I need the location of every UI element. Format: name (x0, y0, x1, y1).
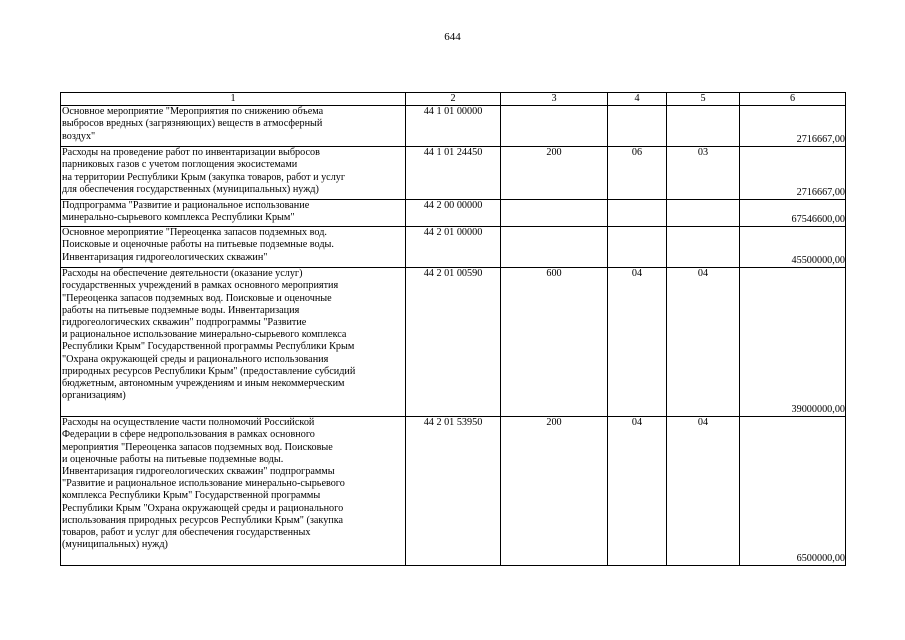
row-col4 (608, 200, 667, 227)
column-header-1: 1 (61, 93, 406, 106)
table-row (61, 227, 846, 268)
row-name: Расходы на обеспечение деятельности (оказание услуг) государственных учреждений в рамках основного мероприятия "Переоценка запасов подземных вод. Поисковые и оценочные работы на питьевые подземные воды. Инвентаризация гидрогеологических скважин" подпрограммы "Развитие и рациональное использование минерально-сырьевого комплекса Республики Крым" Государственной программы Республики Крым "Охрана окружающей среды и рационального использования природных ресурсов Республики Крым" (предоставление субсидий бюджетным, автономным учреждениям и иным некоммерческим организациям) (61, 268, 406, 417)
row-col5: 04 (667, 268, 740, 417)
row-col4: 04 (608, 268, 667, 417)
row-col5 (667, 200, 740, 227)
row-sum: 45500000,00 (740, 227, 846, 268)
column-header-3: 3 (501, 93, 608, 106)
row-name: Основное мероприятие "Переоценка запасов подземных вод. Поисковые и оценочные работы на питьевые подземные воды. Инвентаризация гидрогеологических скважин" (61, 227, 406, 268)
row-name: Основное мероприятие "Мероприятия по снижению объема выбросов вредных (загрязняющих) веществ в атмосферный воздух" (61, 106, 406, 147)
table-row (61, 200, 846, 227)
row-col4: 06 (608, 147, 667, 200)
row-col3: 600 (501, 268, 608, 417)
row-col5 (667, 227, 740, 268)
row-code: 44 2 00 00000 (406, 200, 501, 227)
row-col3 (501, 200, 608, 227)
table-row (61, 268, 846, 417)
row-col3: 200 (501, 417, 608, 566)
row-name: Подпрограмма "Развитие и рациональное использование минерально-сырьевого комплекса Республики Крым" (61, 200, 406, 227)
row-col3: 200 (501, 147, 608, 200)
row-sum: 67546600,00 (740, 200, 846, 227)
row-col3 (501, 106, 608, 147)
row-col4 (608, 227, 667, 268)
column-header-4: 4 (608, 93, 667, 106)
row-sum: 2716667,00 (740, 106, 846, 147)
row-sum: 2716667,00 (740, 147, 846, 200)
row-name: Расходы на проведение работ по инвентаризации выбросов парниковых газов с учетом поглощения экосистемами на территории Республики Крым (закупка товаров, работ и услуг для обеспечения государственных (муниципальных) нужд) (61, 147, 406, 200)
table-row (61, 417, 846, 566)
row-code: 44 2 01 00590 (406, 268, 501, 417)
row-col5 (667, 106, 740, 147)
column-header-6: 6 (740, 93, 846, 106)
row-name: Расходы на осуществление части полномочий Российской Федерации в сфере недропользования в рамках основного мероприятия "Переоценка запасов подземных вод. Поисковые и оценочные работы на питьевые подземные воды. Инвентаризация гидрогеологических скважин" подпрограммы "Развитие и рациональное использование минерально-сырьевого комплекса Республики Крым" Государственной программы Республики Крым "Охрана окружающей среды и рационального использования природных ресурсов Республики Крым" (закупка товаров, работ и услуг для обеспечения государственных (муниципальных) нужд) (61, 417, 406, 566)
table-header-row (61, 93, 846, 106)
row-code: 44 2 01 53950 (406, 417, 501, 566)
table-row (61, 147, 846, 200)
row-col3 (501, 227, 608, 268)
row-code: 44 1 01 24450 (406, 147, 501, 200)
row-col4 (608, 106, 667, 147)
row-code: 44 2 01 00000 (406, 227, 501, 268)
table-row (61, 106, 846, 147)
column-header-5: 5 (667, 93, 740, 106)
row-col5: 04 (667, 417, 740, 566)
row-sum: 6500000,00 (740, 417, 846, 566)
page-number: 644 (444, 31, 461, 43)
row-code: 44 1 01 00000 (406, 106, 501, 147)
row-col4: 04 (608, 417, 667, 566)
column-header-2: 2 (406, 93, 501, 106)
row-sum: 39000000,00 (740, 268, 846, 417)
budget-table (60, 92, 846, 566)
row-col5: 03 (667, 147, 740, 200)
